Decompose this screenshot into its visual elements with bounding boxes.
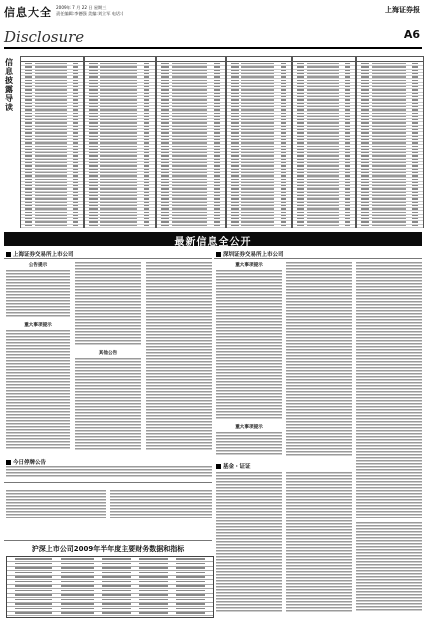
text-block [6, 270, 70, 318]
sse-heading: 上海证券交易所上市公司 [6, 250, 74, 258]
directory-table-6 [356, 56, 424, 228]
text-block [216, 270, 282, 420]
fund-heading: 基金・证证 [216, 462, 251, 470]
banner-title: 最新信息全公开 [174, 237, 252, 248]
issue-meta [56, 5, 286, 16]
divider [4, 540, 212, 541]
paper-name: 上海证券报 [385, 6, 420, 14]
text-block [356, 262, 422, 518]
text-block [356, 522, 422, 612]
text-block [146, 262, 212, 450]
directory-table-5 [292, 56, 356, 228]
divider [214, 258, 422, 259]
side-label: 信息披露导读 [5, 58, 13, 112]
text-block [286, 262, 352, 456]
sub-heading: 公告提示 [28, 263, 48, 268]
directory-row [157, 224, 225, 228]
text-block [6, 490, 106, 518]
directory-row [227, 224, 291, 228]
text-block [6, 330, 70, 450]
text-block [75, 262, 141, 346]
financial-table [6, 556, 214, 618]
notice-heading: 今日停牌公告 [6, 458, 46, 466]
divider [4, 482, 212, 483]
table-row [7, 611, 213, 616]
text-block [75, 358, 141, 450]
masthead [0, 0, 426, 48]
directory-row [85, 224, 155, 228]
sub-heading: 重大事项提示 [24, 323, 52, 328]
directory-row [293, 224, 355, 228]
text-block [216, 432, 282, 456]
sub-heading: 重大事项提示 [235, 425, 263, 430]
directory-table-2 [84, 56, 156, 228]
issue-date: 2009年 7 月 22 日 星期三 [56, 5, 107, 10]
text-block [286, 472, 352, 612]
text-block [6, 466, 212, 478]
page-number: A6 [403, 28, 420, 41]
section-title-cn: 信息大全 [4, 6, 52, 19]
directory-table-4 [226, 56, 292, 228]
directory-row [21, 224, 83, 228]
szse-heading: 深圳证券交易所上市公司 [216, 250, 284, 258]
editor-line: 责任编辑:李德强 美编:刘立军 电话:( [56, 10, 124, 16]
sub-heading: 重大事项提示 [235, 263, 263, 268]
new-shares-heading: 沪深上市公司2009年半年度主要财务数据和指标 [31, 545, 185, 553]
text-block [110, 490, 212, 518]
directory-table-3 [156, 56, 226, 228]
section-title-en: Disclosure [4, 28, 85, 46]
masthead-rule [4, 47, 422, 49]
directory-row [357, 224, 423, 228]
text-block [216, 472, 282, 612]
banner [4, 232, 422, 246]
divider [4, 258, 212, 259]
sub-heading: 其他公告 [98, 351, 118, 356]
directory-table-1 [20, 56, 84, 228]
